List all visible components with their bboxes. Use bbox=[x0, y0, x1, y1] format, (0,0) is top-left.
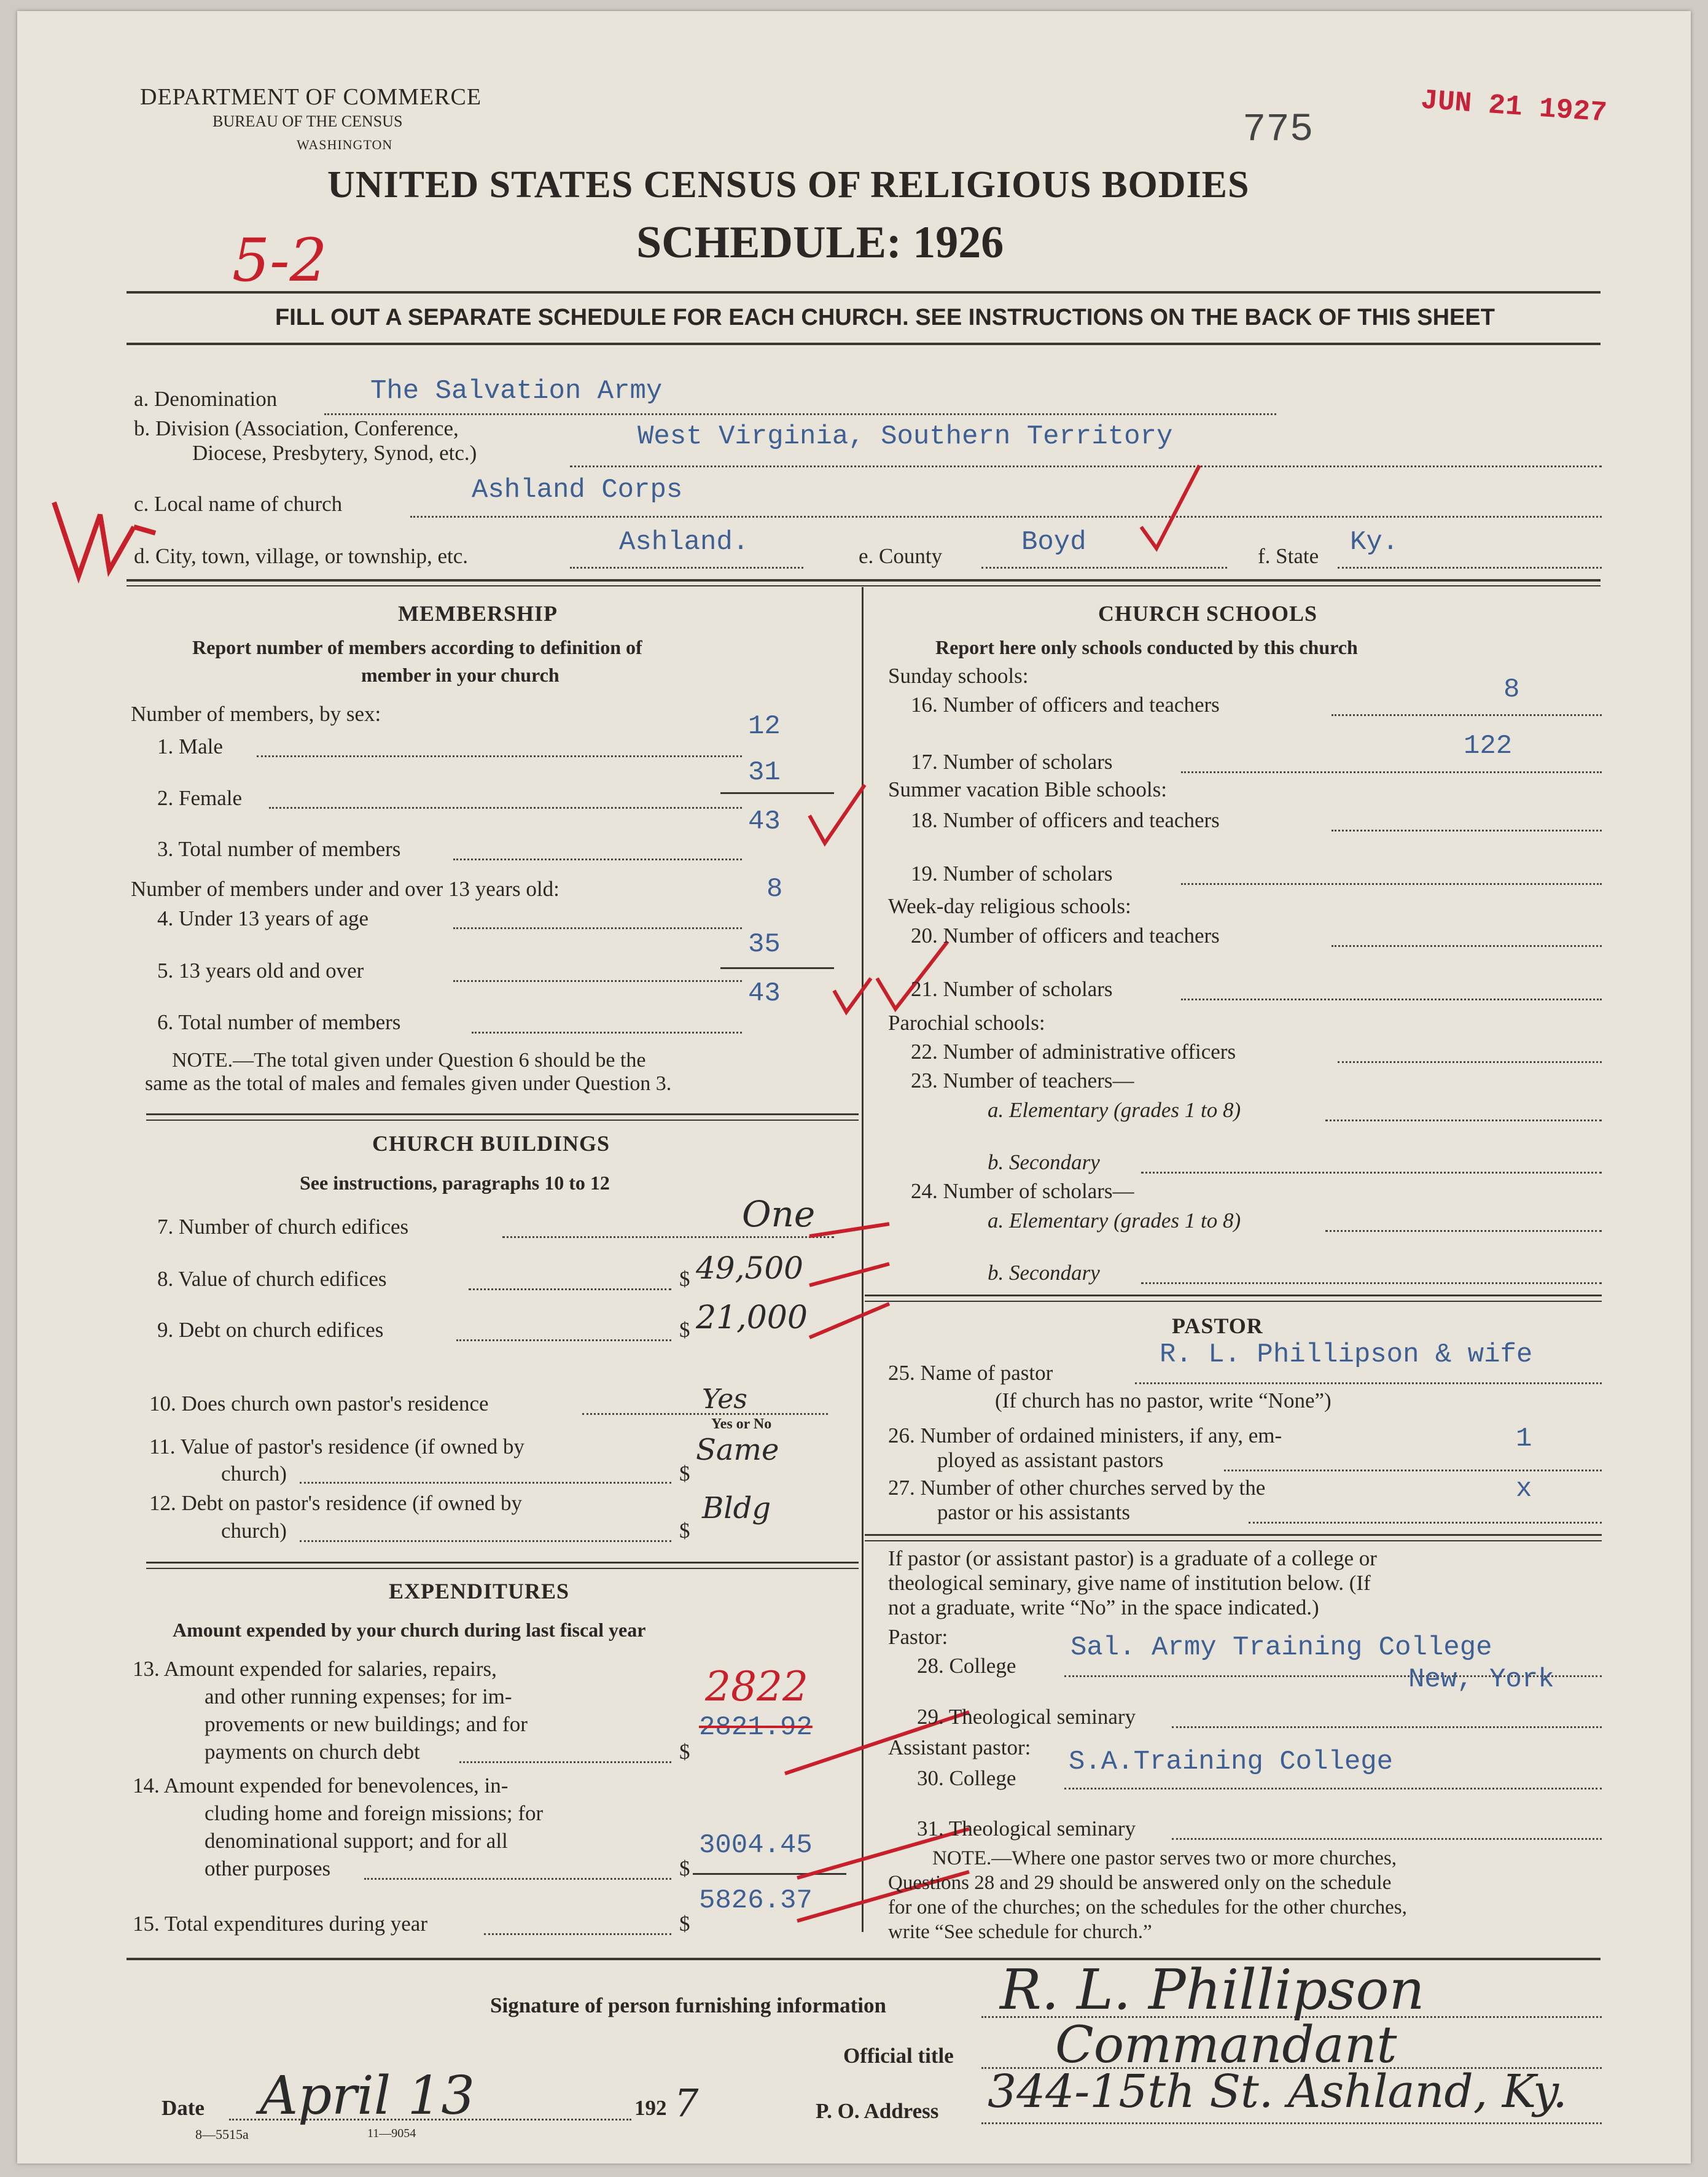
q25-note: (If church has no pastor, write “None”) bbox=[995, 1388, 1332, 1412]
q9-value: 21,000 bbox=[696, 1299, 808, 1336]
pastor-mid-rule bbox=[865, 1534, 1602, 1536]
q1-line bbox=[257, 755, 742, 757]
q5-label: 5. 13 years old and over bbox=[157, 959, 364, 983]
pastor-note-1: NOTE.—Where one pastor serves two or more churches, bbox=[932, 1847, 1397, 1869]
q18-label: 18. Number of officers and teachers bbox=[911, 808, 1220, 832]
parochial-schools-label: Parochial schools: bbox=[888, 1011, 1045, 1035]
q13-value: 2821.92 bbox=[699, 1712, 813, 1743]
state-label: f. State bbox=[1258, 544, 1319, 568]
yes-or-no-hint: Yes or No bbox=[711, 1416, 772, 1432]
county-label: e. County bbox=[859, 544, 943, 568]
q28-label: 28. College bbox=[917, 1654, 1016, 1678]
q19-line bbox=[1181, 883, 1602, 885]
q6-value: 43 bbox=[748, 978, 781, 1009]
q3-value: 43 bbox=[748, 806, 781, 837]
membership-sub-2: member in your church bbox=[361, 664, 560, 686]
q9-dollar: $ bbox=[679, 1318, 690, 1342]
q15-value: 5826.37 bbox=[699, 1885, 813, 1916]
pastor-note-3: for one of the churches; on the schedules for the other churches, bbox=[888, 1896, 1407, 1918]
q29-line bbox=[1172, 1726, 1602, 1728]
q13-line bbox=[459, 1761, 671, 1763]
state-value: Ky. bbox=[1350, 527, 1399, 558]
city-value: Ashland. bbox=[619, 527, 749, 558]
q28-value-2: New, York bbox=[1408, 1664, 1554, 1695]
date-value: April 13 bbox=[260, 2065, 475, 2127]
q13-label-2: and other running expenses; for im- bbox=[205, 1684, 512, 1708]
bar-top-rule bbox=[127, 291, 1601, 294]
q12-dollar: $ bbox=[679, 1519, 690, 1543]
form-title: UNITED STATES CENSUS OF RELIGIOUS BODIES bbox=[327, 164, 1250, 206]
q11-line bbox=[300, 1482, 671, 1484]
schedule-sheet bbox=[17, 11, 1691, 2163]
q4-label: 4. Under 13 years of age bbox=[157, 906, 369, 930]
division-value: West Virginia, Southern Territory bbox=[638, 421, 1173, 452]
q14-label-3: denominational support; and for all bbox=[205, 1829, 508, 1853]
bureau-heading: BUREAU OF THE CENSUS bbox=[213, 112, 403, 130]
membership-bottom-rule-2 bbox=[146, 1120, 859, 1121]
county-line bbox=[981, 567, 1227, 569]
received-date-stamp: JUN 21 1927 bbox=[1419, 84, 1609, 130]
division-line bbox=[570, 465, 1602, 467]
red-checks-buildings bbox=[803, 1212, 902, 1353]
q17-value: 122 bbox=[1464, 731, 1513, 761]
q27-label-1: 27. Number of other churches served by the bbox=[888, 1476, 1266, 1500]
q14-label-1: 14. Amount expended for benevolences, in- bbox=[133, 1774, 509, 1797]
red-checkmark-margin bbox=[42, 490, 165, 588]
pastor-note-2: Questions 28 and 29 should be answered only on the schedule bbox=[888, 1872, 1392, 1894]
signature-value: R. L. Phillipson bbox=[1000, 1958, 1425, 2022]
membership-sub-1: Report number of members according to definition of bbox=[192, 636, 642, 658]
q23a-line bbox=[1325, 1120, 1602, 1121]
q16-value: 8 bbox=[1503, 674, 1520, 705]
q5-line bbox=[453, 980, 742, 982]
q20-label: 20. Number of officers and teachers bbox=[911, 924, 1220, 948]
q14-dollar: $ bbox=[679, 1856, 690, 1880]
q26-value: 1 bbox=[1516, 1423, 1532, 1454]
graduate-note-2: theological seminary, give name of institution below. (If bbox=[888, 1571, 1371, 1595]
q4-line bbox=[453, 927, 742, 929]
q6-label: 6. Total number of members bbox=[157, 1010, 401, 1034]
q8-line bbox=[469, 1288, 671, 1290]
q2-line bbox=[269, 807, 742, 809]
q4-value: 8 bbox=[766, 874, 783, 905]
pastor-note-4: write “See schedule for church.” bbox=[888, 1921, 1152, 1943]
q3-label: 3. Total number of members bbox=[157, 837, 401, 861]
q14-label-2: cluding home and foreign missions; for bbox=[205, 1801, 544, 1825]
year-prefix: 192 bbox=[634, 2096, 667, 2120]
q24a-label: a. Elementary (grades 1 to 8) bbox=[988, 1209, 1241, 1233]
q14-line bbox=[364, 1878, 671, 1880]
red-code-mark: 5-2 bbox=[232, 226, 327, 295]
q22-line bbox=[1338, 1061, 1602, 1063]
division-label-1: b. Division (Association, Conference, bbox=[134, 416, 459, 440]
q1-value: 12 bbox=[748, 711, 781, 742]
q12-value: Bldg bbox=[702, 1491, 771, 1525]
q31-label: 31. Theological seminary bbox=[917, 1817, 1136, 1840]
q1-label: 1. Male bbox=[157, 734, 223, 758]
q11-dollar: $ bbox=[679, 1462, 690, 1486]
q21-label: 21. Number of scholars bbox=[911, 977, 1113, 1001]
buildings-bottom-rule-2 bbox=[146, 1568, 859, 1569]
q30-line bbox=[1064, 1788, 1602, 1790]
city-line bbox=[570, 567, 803, 569]
form-number: 8—5515a bbox=[195, 2127, 249, 2142]
q24-label: 24. Number of scholars— bbox=[911, 1179, 1134, 1203]
membership-note-1: NOTE.—The total given under Question 6 should be the bbox=[172, 1049, 646, 1072]
membership-heading: MEMBERSHIP bbox=[398, 601, 558, 626]
q7-line bbox=[502, 1236, 834, 1238]
bar-bottom-rule bbox=[127, 343, 1601, 345]
print-number: 11—9054 bbox=[367, 2127, 416, 2140]
pastor-subheading: Pastor: bbox=[888, 1625, 948, 1649]
q5-sum-rule bbox=[720, 967, 834, 969]
division-label-2: Diocese, Presbytery, Synod, etc.) bbox=[192, 441, 477, 465]
buildings-bottom-rule bbox=[146, 1562, 859, 1564]
q24b-line bbox=[1141, 1282, 1602, 1284]
q9-label: 9. Debt on church edifices bbox=[157, 1318, 384, 1342]
q21-line bbox=[1181, 999, 1602, 1000]
buildings-sub: See instructions, paragraphs 10 to 12 bbox=[300, 1172, 610, 1194]
q11-label-2: church) bbox=[221, 1462, 287, 1486]
county-value: Boyd bbox=[1021, 527, 1086, 558]
local-name-line bbox=[410, 516, 1602, 518]
po-address-label: P. O. Address bbox=[816, 2099, 939, 2123]
q16-line bbox=[1332, 714, 1602, 716]
department-heading: DEPARTMENT OF COMMERCE bbox=[140, 84, 482, 110]
local-name-label: c. Local name of church bbox=[134, 492, 343, 516]
by-age-label: Number of members under and over 13 years old: bbox=[131, 877, 560, 901]
q24a-line bbox=[1325, 1230, 1602, 1232]
weekday-schools-label: Week-day religious schools: bbox=[888, 894, 1131, 918]
q24b-label: b. Secondary bbox=[988, 1261, 1100, 1285]
q14-value: 3004.45 bbox=[699, 1830, 813, 1861]
graduate-note-1: If pastor (or assistant pastor) is a graduate of a college or bbox=[888, 1546, 1377, 1570]
q13-label-3: provements or new buildings; and for bbox=[205, 1712, 528, 1736]
q5-value: 35 bbox=[748, 929, 781, 960]
q11-label-1: 11. Value of pastor's residence (if owned by bbox=[149, 1435, 524, 1458]
q23-label: 23. Number of teachers— bbox=[911, 1069, 1134, 1092]
membership-note-2: same as the total of males and females given under Question 3. bbox=[145, 1072, 672, 1095]
q11-value: Same bbox=[696, 1433, 779, 1467]
graduate-note-3: not a graduate, write “No” in the space indicated.) bbox=[888, 1595, 1319, 1619]
q26-label-1: 26. Number of ordained ministers, if any, em- bbox=[888, 1423, 1282, 1447]
expenditures-heading: EXPENDITURES bbox=[389, 1579, 570, 1603]
state-line bbox=[1338, 567, 1602, 569]
sunday-schools-label: Sunday schools: bbox=[888, 664, 1029, 688]
pastor-heading: PASTOR bbox=[1172, 1314, 1263, 1338]
q25-label: 25. Name of pastor bbox=[888, 1361, 1053, 1385]
city-heading: WASHINGTON bbox=[297, 137, 393, 152]
q18-line bbox=[1332, 830, 1602, 831]
denomination-value: The Salvation Army bbox=[370, 376, 663, 407]
q17-label: 17. Number of scholars bbox=[911, 750, 1113, 774]
po-address-line bbox=[981, 2122, 1602, 2124]
red-check-q3 bbox=[803, 782, 871, 849]
q26-line bbox=[1224, 1470, 1602, 1471]
q14-label-4: other purposes bbox=[205, 1856, 331, 1880]
membership-bottom-rule bbox=[146, 1113, 859, 1115]
q7-label: 7. Number of church edifices bbox=[157, 1215, 409, 1239]
official-title-value: Commandant bbox=[1055, 2016, 1397, 2074]
official-title-label: Official title bbox=[843, 2044, 954, 2068]
q30-label: 30. College bbox=[917, 1766, 1016, 1790]
q28-value: Sal. Army Training College bbox=[1070, 1632, 1492, 1663]
q23b-line bbox=[1141, 1172, 1602, 1174]
q13-correction: 2822 bbox=[705, 1663, 808, 1710]
q19-label: 19. Number of scholars bbox=[911, 862, 1113, 886]
q9-line bbox=[456, 1339, 671, 1341]
po-address-value: 344-15th St. Ashland, Ky. bbox=[988, 2065, 1567, 2118]
q7-value: One bbox=[742, 1193, 816, 1235]
q25-value: R. L. Phillipson & wife bbox=[1160, 1339, 1533, 1370]
q27-line bbox=[1249, 1522, 1602, 1524]
q2-label: 2. Female bbox=[157, 786, 243, 810]
by-sex-label: Number of members, by sex: bbox=[131, 702, 381, 726]
schools-sub: Report here only schools conducted by this church bbox=[935, 636, 1358, 658]
expenditures-sub: Amount expended by your church during last fiscal year bbox=[173, 1619, 646, 1641]
instruction-bar: FILL OUT A SEPARATE SCHEDULE FOR EACH CHURCH. SEE INSTRUCTIONS ON THE BACK OF THIS SHEET bbox=[275, 305, 1495, 330]
q8-label: 8. Value of church edifices bbox=[157, 1267, 387, 1291]
summer-schools-label: Summer vacation Bible schools: bbox=[888, 777, 1167, 801]
form-subtitle: SCHEDULE: 1926 bbox=[636, 217, 1004, 268]
q13-label-1: 13. Amount expended for salaries, repairs, bbox=[133, 1657, 497, 1681]
q22-label: 22. Number of administrative officers bbox=[911, 1040, 1236, 1064]
q12-line bbox=[300, 1540, 671, 1542]
identity-bottom-rule-2 bbox=[127, 585, 1601, 586]
q10-value: Yes bbox=[702, 1384, 747, 1415]
q17-line bbox=[1181, 771, 1602, 773]
identity-bottom-rule bbox=[127, 579, 1601, 582]
red-check-county bbox=[1135, 459, 1209, 558]
q31-line bbox=[1172, 1838, 1602, 1840]
schedule-number: 775 bbox=[1242, 108, 1314, 152]
q23b-label: b. Secondary bbox=[988, 1150, 1100, 1174]
city-label: d. City, town, village, or township, etc. bbox=[134, 544, 469, 568]
q15-dollar: $ bbox=[679, 1912, 690, 1936]
q12-label-2: church) bbox=[221, 1519, 287, 1543]
q27-value: x bbox=[1516, 1474, 1532, 1505]
q8-dollar: $ bbox=[679, 1267, 690, 1291]
schools-heading: CHURCH SCHOOLS bbox=[1098, 601, 1318, 626]
q20-line bbox=[1332, 945, 1602, 947]
q2-value: 31 bbox=[748, 757, 781, 788]
date-label: Date bbox=[162, 2096, 205, 2120]
local-name-value: Ashland Corps bbox=[472, 475, 683, 505]
q12-label-1: 12. Debt on pastor's residence (if owned by bbox=[149, 1491, 522, 1515]
q15-label: 15. Total expenditures during year bbox=[133, 1912, 427, 1936]
denomination-line bbox=[324, 413, 1276, 415]
buildings-heading: CHURCH BUILDINGS bbox=[372, 1131, 610, 1156]
q3-line bbox=[453, 859, 742, 860]
q10-label: 10. Does church own pastor's residence bbox=[149, 1392, 489, 1416]
q15-line bbox=[484, 1933, 671, 1935]
q26-label-2: ployed as assistant pastors bbox=[937, 1448, 1164, 1472]
q23a-label: a. Elementary (grades 1 to 8) bbox=[988, 1098, 1241, 1122]
q30-value: S.A.Training College bbox=[1069, 1747, 1394, 1777]
q13-dollar: $ bbox=[679, 1740, 690, 1764]
q29-label: 29. Theological seminary bbox=[917, 1705, 1136, 1729]
q25-line bbox=[1135, 1382, 1602, 1384]
denomination-label: a. Denomination bbox=[134, 387, 278, 411]
q6-line bbox=[472, 1032, 742, 1034]
signature-label: Signature of person furnishing information bbox=[490, 1993, 886, 2017]
q27-label-2: pastor or his assistants bbox=[937, 1500, 1131, 1524]
schools-bottom-rule-2 bbox=[865, 1301, 1602, 1302]
year-value: 7 bbox=[674, 2081, 699, 2125]
q8-value: 49,500 bbox=[696, 1250, 803, 1286]
schools-bottom-rule bbox=[865, 1295, 1602, 1296]
q16-label: 16. Number of officers and teachers bbox=[911, 693, 1220, 717]
q13-label-4: payments on church debt bbox=[205, 1740, 420, 1764]
assistant-subheading: Assistant pastor: bbox=[888, 1735, 1031, 1759]
pastor-mid-rule-2 bbox=[865, 1540, 1602, 1541]
